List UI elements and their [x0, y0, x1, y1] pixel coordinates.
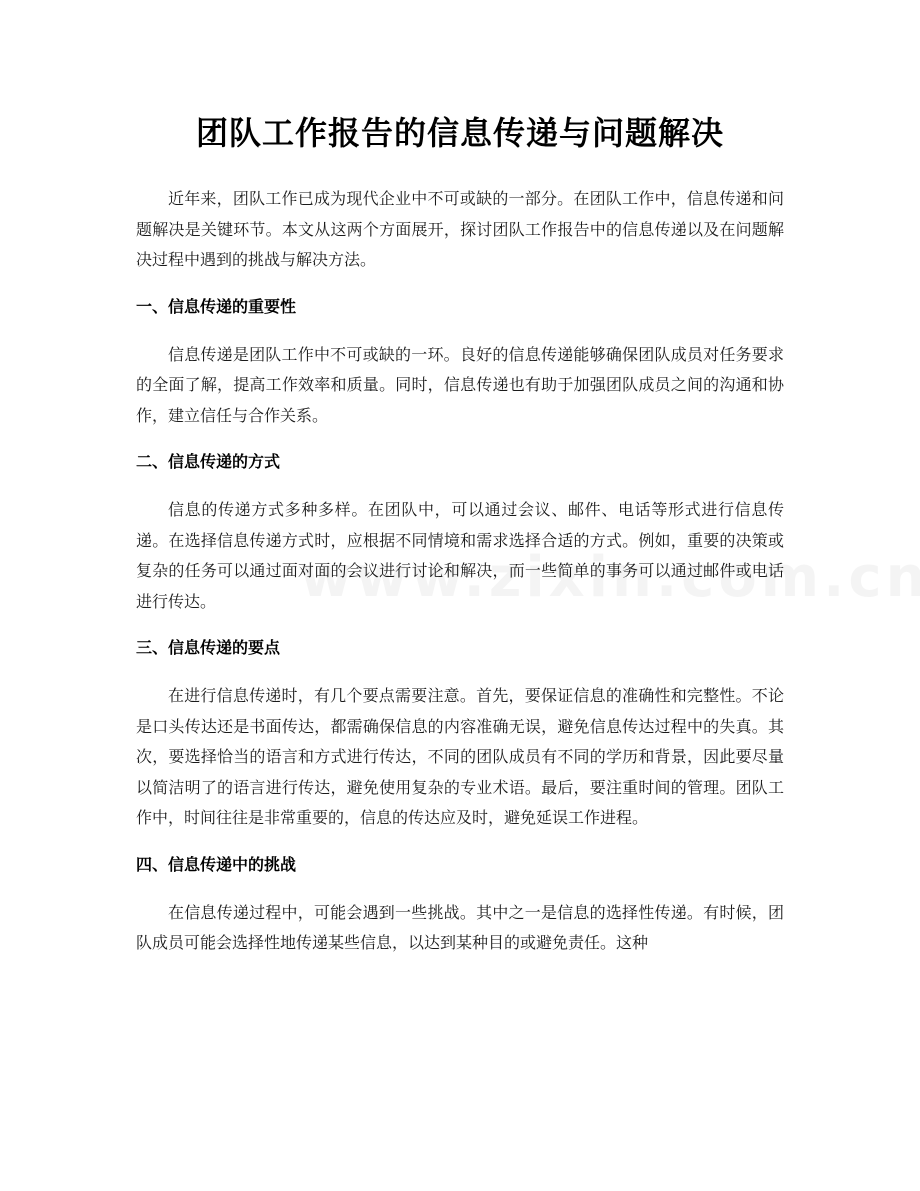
document-title: 团队工作报告的信息传递与问题解决	[195, 114, 724, 152]
section-heading-importance: 一、信息传递的重要性	[136, 296, 297, 316]
document-body	[136, 184, 784, 959]
section-body-methods: 信息的传递方式多种多样。在团队中，可以通过会议、邮件、电话等形式进行信息传递。在选择信息传递方式时，应根据不同情境和需求选择合适的方式。例如，重要的决策或复杂的任务可以通过面对面的会议进行讨论和解决，而一些简单的事务可以通过邮件或电话进行传达。	[136, 500, 784, 611]
section-body-key-points: 在进行信息传递时，有几个要点需要注意。首先，要保证信息的准确性和完整性。不论是口头传达还是书面传达，都需确保信息的内容准确无误，避免信息传达过程中的失真。其次，要选择恰当的语言和方式进行传达，不同的团队成员有不同的学历和背景，因此要尽量以简洁明了的语言进行传达，避免使用复杂的专业术语。最后，要注重时间的管理。团队工作中，时间往往是非常重要的，信息的传达应及时，避免延误工作进程。	[136, 686, 784, 827]
section-body-importance: 信息传递是团队工作中不可或缺的一环。良好的信息传递能够确保团队成员对任务要求的全面了解，提高工作效率和质量。同时，信息传递也有助于加强团队成员之间的沟通和协作，建立信任与合作关系。	[136, 344, 784, 425]
section-body-challenges: 在信息传递过程中，可能会遇到一些挑战。其中之一是信息的选择性传递。有时候，团队成员可能会选择性地传递某些信息，以达到某种目的或避免责任。这种	[136, 902, 784, 952]
section-heading-challenges: 四、信息传递中的挑战	[136, 854, 297, 874]
intro-paragraph: 近年来，团队工作已成为现代企业中不可或缺的一部分。在团队工作中，信息传递和问题解决是关键环节。本文从这两个方面展开，探讨团队工作报告中的信息传递以及在问题解决过程中遇到的挑战与解决方法。	[136, 189, 784, 269]
section-heading-key-points: 三、信息传递的要点	[136, 638, 281, 657]
section-heading-methods: 二、信息传递的方式	[136, 452, 281, 471]
